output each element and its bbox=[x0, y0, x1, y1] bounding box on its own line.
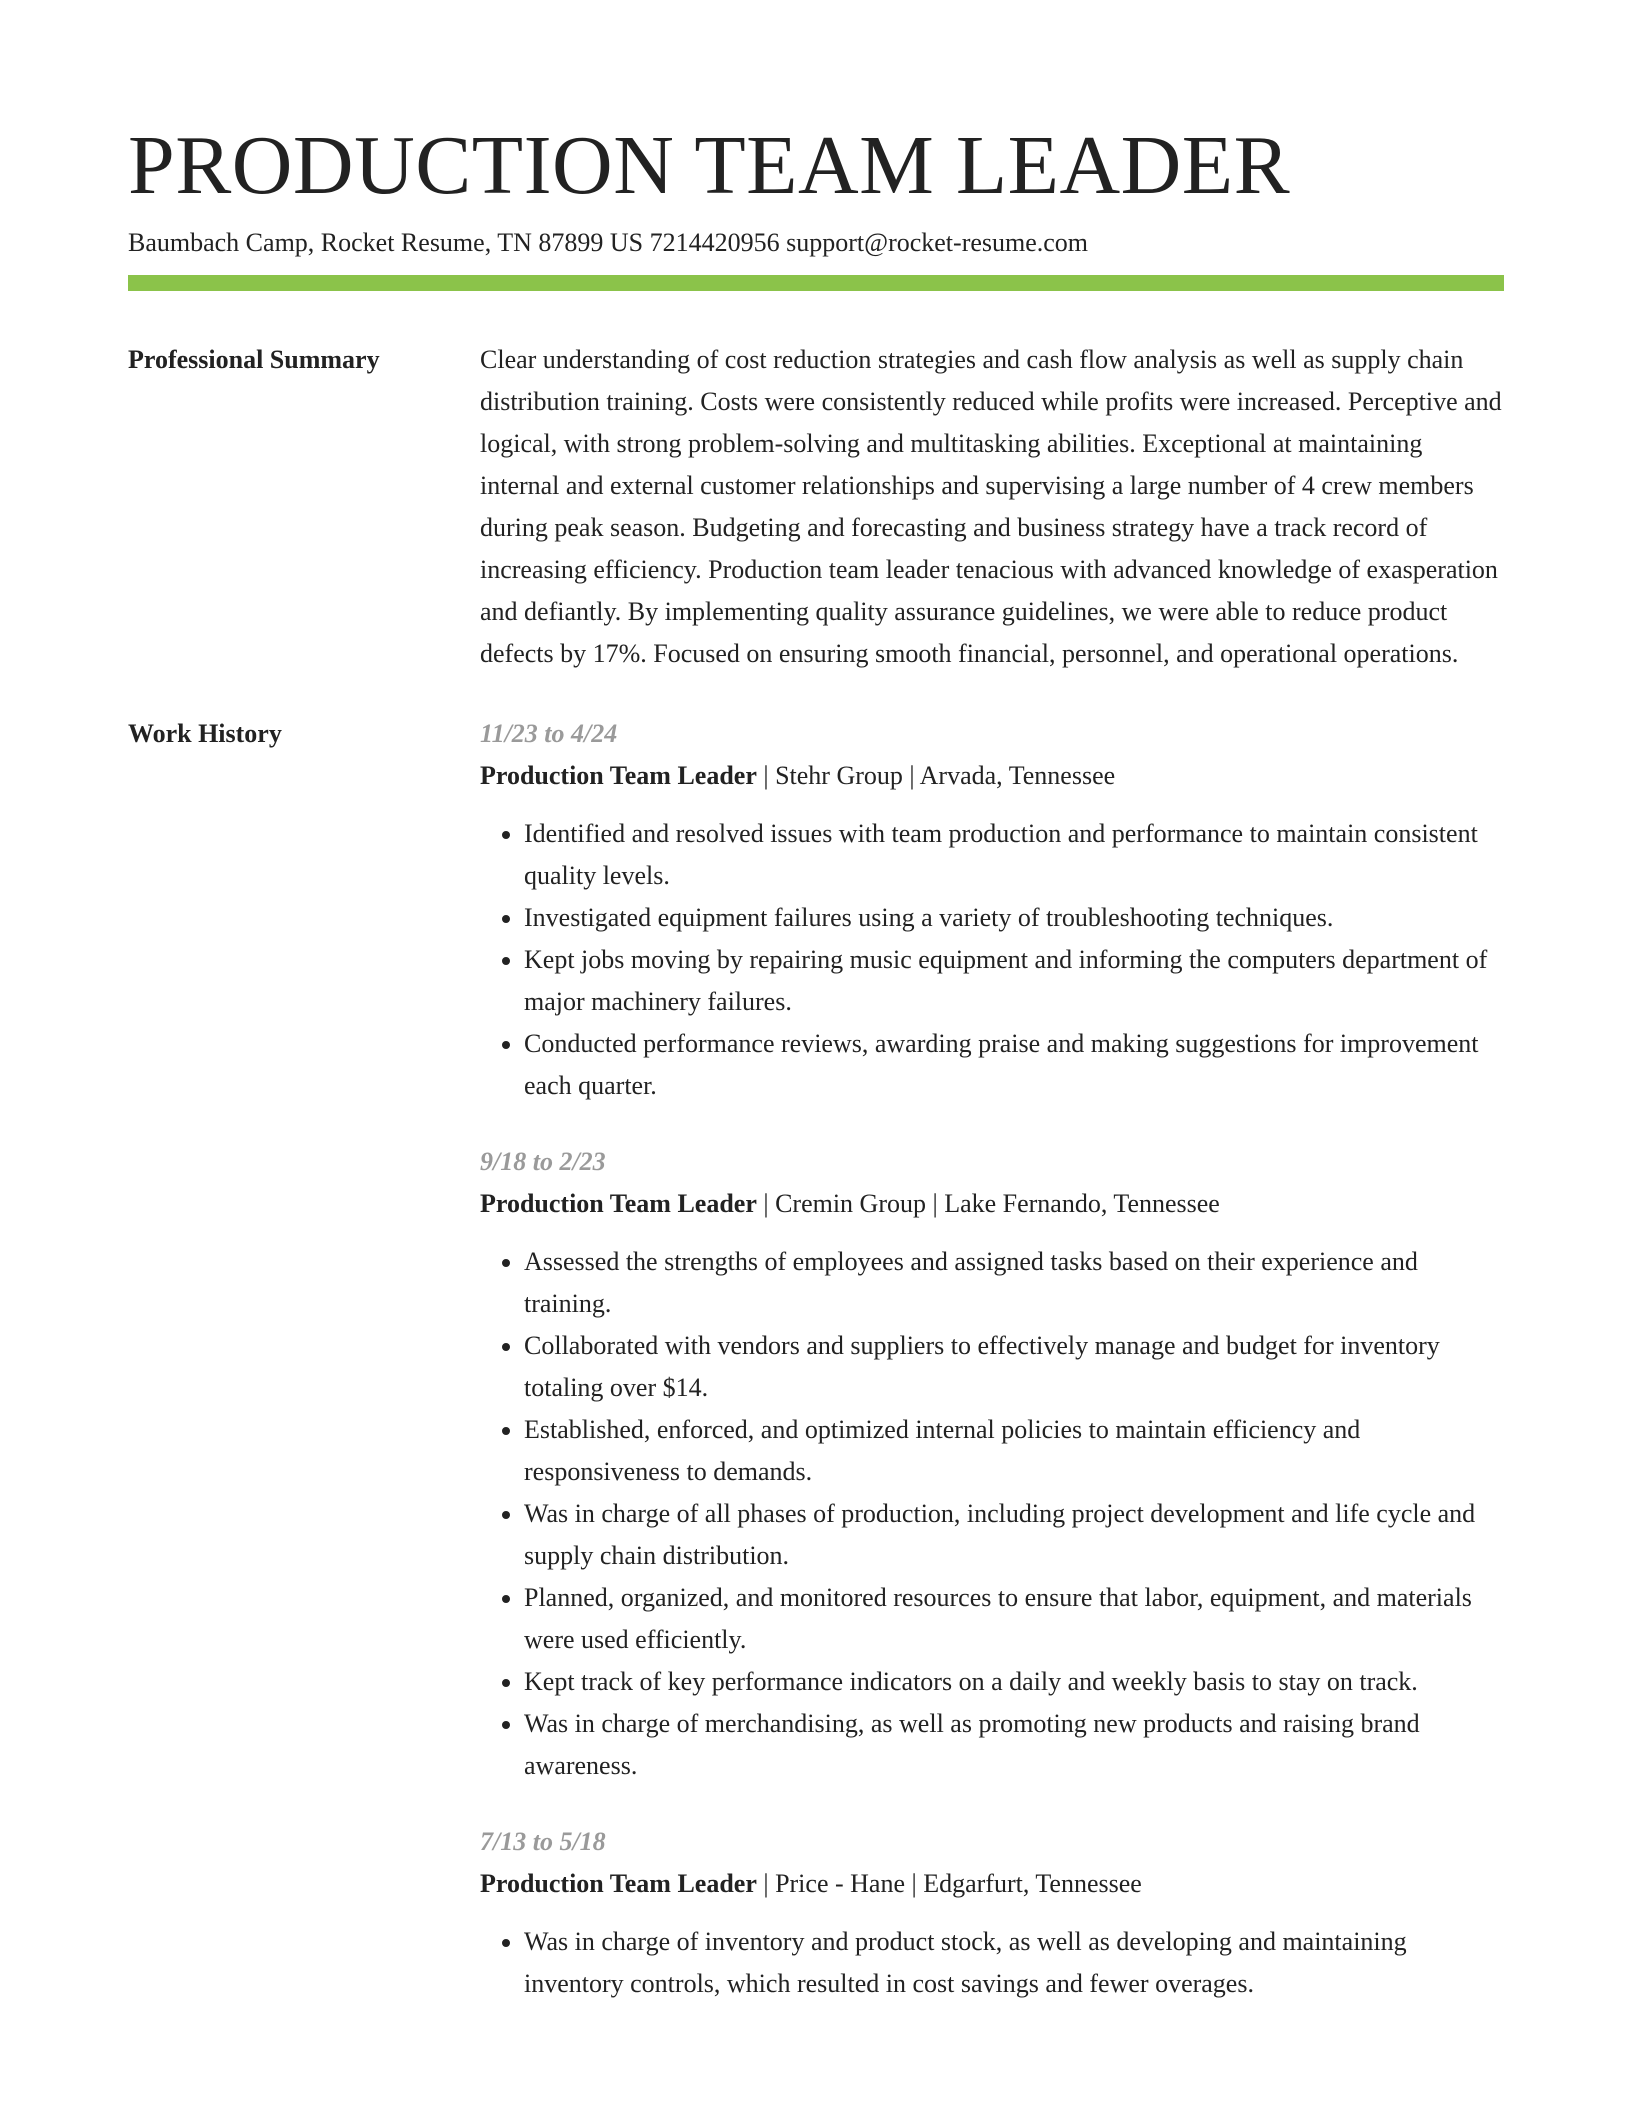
job-heading bbox=[480, 1863, 1504, 1905]
list-item: • Assessed the strengths of employees and assigned tasks based on their experience and training. bbox=[524, 1241, 1504, 1325]
job-title: Production Team Leader bbox=[480, 1188, 757, 1218]
list-item: • Was in charge of all phases of production, including project development and life cycle and supply chain distribution. bbox=[524, 1493, 1504, 1577]
summary-body bbox=[480, 339, 1504, 675]
job-dates: 11/23 to 4/24 bbox=[480, 718, 618, 748]
list-item: • Conducted performance reviews, awarding praise and making suggestions for improvement each quarter. bbox=[524, 1023, 1504, 1107]
list-item: • Collaborated with vendors and suppliers to effectively manage and budget for inventory totaling over $14. bbox=[524, 1325, 1504, 1409]
section-title: Professional Summary bbox=[128, 344, 380, 374]
job-heading bbox=[480, 1183, 1504, 1225]
job-details: | Cremin Group | Lake Fernando, Tennessee bbox=[756, 1188, 1220, 1218]
section-title: Work History bbox=[128, 718, 282, 748]
job-entry bbox=[480, 1141, 1504, 1787]
list-item: • Kept track of key performance indicators on a daily and weekly basis to stay on track. bbox=[524, 1661, 1504, 1703]
list-item: • Kept jobs moving by repairing music equipment and informing the computers department of major machinery failures. bbox=[524, 939, 1504, 1023]
job-title: Production Team Leader bbox=[480, 760, 757, 790]
job-details: | Price - Hane | Edgarfurt, Tennessee bbox=[756, 1868, 1142, 1898]
contact-info: Baumbach Camp, Rocket Resume, TN 87899 US 7214420956 support@rocket-resume.com bbox=[128, 227, 1089, 257]
job-dates: 7/13 to 5/18 bbox=[480, 1826, 606, 1856]
section-work-history bbox=[128, 713, 1504, 2039]
job-bullets bbox=[480, 1921, 1504, 2005]
resume-name: PRODUCTION TEAM LEADER bbox=[128, 119, 1291, 212]
job-entry bbox=[480, 1821, 1504, 2005]
list-item: • Identified and resolved issues with team production and performance to maintain consistent quality levels. bbox=[524, 813, 1504, 897]
work-history-body bbox=[480, 713, 1504, 2039]
resume-page bbox=[128, 118, 1504, 2039]
list-item: • Was in charge of inventory and product stock, as well as developing and maintaining inventory controls, which resulted in cost savings and fewer overages. bbox=[524, 1921, 1504, 2005]
list-item: • Established, enforced, and optimized internal policies to maintain efficiency and responsiveness to demands. bbox=[524, 1409, 1504, 1493]
job-dates: 9/18 to 2/23 bbox=[480, 1146, 606, 1176]
job-entry bbox=[480, 713, 1504, 1107]
job-bullets bbox=[480, 1241, 1504, 1787]
list-item: • Investigated equipment failures using a variety of troubleshooting techniques. bbox=[524, 897, 1504, 939]
section-professional-summary bbox=[128, 339, 1504, 675]
list-item: • Planned, organized, and monitored resources to ensure that labor, equipment, and materials were used efficiently. bbox=[524, 1577, 1504, 1661]
job-heading bbox=[480, 755, 1504, 797]
accent-divider bbox=[128, 275, 1504, 291]
list-item: • Was in charge of merchandising, as well as promoting new products and raising brand awareness. bbox=[524, 1703, 1504, 1787]
job-bullets bbox=[480, 813, 1504, 1107]
job-title: Production Team Leader bbox=[480, 1868, 757, 1898]
summary-text: Clear understanding of cost reduction strategies and cash flow analysis as well as supply chain distribution training. Costs were consistently reduced while profits were increased. Perceptive and logical, with strong problem-solving and multitasking abilities. Exceptional at maintaining internal and external customer relationships and supervising a large number of 4 crew members during peak season. Budgeting and forecasting and business strategy have a track record of increasing efficiency. Production team leader tenacious with advanced knowledge of exasperation and defiantly. By implementing quality assurance guidelines, we were able to reduce product defects by 17%. Focused on ensuring smooth financial, personnel, and operational operations. bbox=[480, 344, 1502, 668]
job-details: | Stehr Group | Arvada, Tennessee bbox=[756, 760, 1116, 790]
